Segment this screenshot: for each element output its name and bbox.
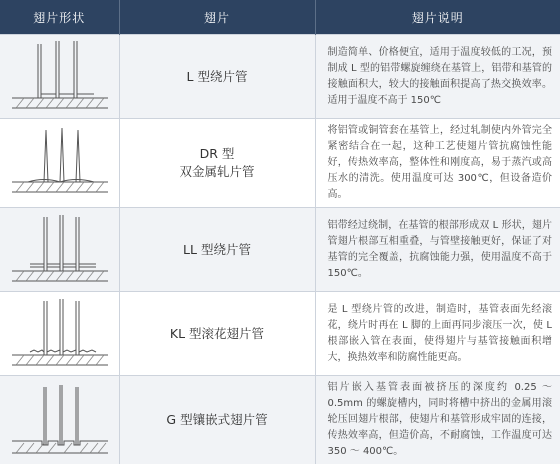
table-row [0, 119, 560, 208]
table-row [0, 376, 560, 464]
shape-cell [0, 376, 119, 464]
fin-name: KL 型滚花翅片管 [119, 292, 315, 376]
g-embedded-fin-icon [4, 379, 114, 461]
fin-desc: 将铝管或铜管套在基管上，经过轧制使内外管完全紧密结合在一起，这种工艺使翅片管抗腐蚀性能好，传热效率高，整体性和刚度高，易于蒸汽或高压水的清洗。使用温度可达 300℃，但设备造价高。 [315, 119, 560, 208]
table-header-row [0, 0, 560, 35]
kl-knurled-fin-icon [4, 293, 114, 375]
l-wound-fin-icon [4, 36, 114, 118]
shape-cell [0, 35, 119, 119]
header-name: 翅片 [119, 0, 315, 35]
table-row [0, 292, 560, 376]
shape-cell [0, 292, 119, 376]
shape-cell [0, 208, 119, 292]
dr-rolled-fin-icon [4, 122, 114, 204]
header-desc: 翅片说明 [315, 0, 560, 35]
fin-desc: 铝片嵌入基管表面被挤压的深度约 0.25 ～ 0.5mm 的螺旋槽内，同时将槽中挤出的金属用滚轮压回翅片根部，使翅片和基管形成牢固的连接，传热效率高，但造价高，不耐腐蚀，工作温度可达 350 ～ 400℃。 [315, 376, 560, 464]
fin-name [119, 119, 315, 208]
fin-name-line1: DR 型 [121, 145, 314, 163]
table-row [0, 208, 560, 292]
fin-desc: 制造简单、价格便宜，适用于温度较低的工况，预制成 L 型的铝带螺旋缠绕在基管上，铝带和基管的接触面积大，较大的接触面积提高了热交换效率。适用于温度不高于 150℃ [315, 35, 560, 119]
header-shape: 翅片形状 [0, 0, 119, 35]
shape-cell [0, 119, 119, 208]
ll-wound-fin-icon [4, 209, 114, 291]
fin-name: G 型镶嵌式翅片管 [119, 376, 315, 464]
fin-desc: 铝带经过绕制，在基管的根部形成双 L 形状，翅片管翅片根部互相重叠，与管壁接触更好，保证了对基管的完全覆盖，抗腐蚀能力强，使用温度不高于 150℃。 [315, 208, 560, 292]
fin-name: LL 型绕片管 [119, 208, 315, 292]
fin-desc: 是 L 型绕片管的改进，制造时，基管表面先经滚花，绕片时再在 L 脚的上面再同步滚压一次，使 L 根部嵌入管在表面，使得翅片与基管接触面积增大，换热效率和防腐性能更高。 [315, 292, 560, 376]
fin-name-line2: 双金属轧片管 [121, 163, 314, 181]
table-row [0, 35, 560, 119]
fin-name: L 型绕片管 [119, 35, 315, 119]
